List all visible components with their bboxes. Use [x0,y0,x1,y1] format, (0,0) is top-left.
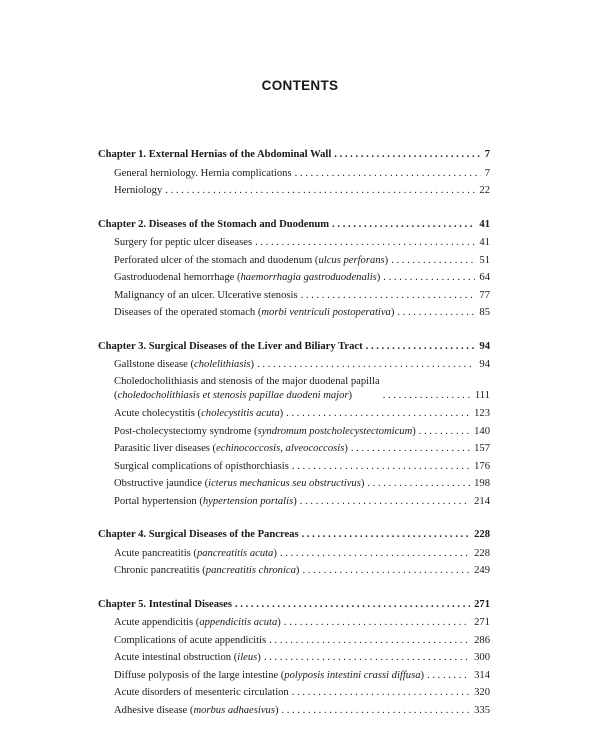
latin-term: cholelithiasis [194,359,251,370]
entry-title: Surgical complications of opisthorchiasis [114,460,289,472]
latin-term: echinococcosis, alveococcosis [216,443,345,454]
entry-title: Acute pancreatitis (pancreatitis acuta) [114,547,277,559]
entry-title: Adhesive disease (morbus adhaesivus) [114,704,279,716]
dot-leader [261,649,470,667]
toc-entry[interactable] [98,458,490,476]
page-number: 7 [484,149,490,160]
page-number: 271 [474,617,490,628]
entry-title: Complications of acute appendicitis [114,634,267,646]
latin-term: ulcus perforans [318,254,385,266]
toc-entry[interactable] [98,252,490,270]
page-number: 300 [474,652,490,663]
entry-title: General herniology. Hernia complications [114,167,292,179]
entry-title [114,375,380,403]
latin-term: hypertension portalis [202,495,294,507]
toc-entry[interactable] [98,702,490,720]
dot-leader [232,595,470,615]
page-number: 335 [474,704,490,716]
latin-term: syndromum postcholecystectomicum [257,425,413,437]
chapter-title: Chapter 1. External Hernias of the Abdominal Wall [98,149,332,160]
toc-entry[interactable] [98,405,490,423]
toc-entry[interactable] [98,356,490,374]
dot-leader [329,215,475,235]
entry-title: Malignancy of an ulcer. Ulcerative stenosis [114,289,298,301]
page-number: 314 [474,669,490,681]
page-number: 157 [474,443,490,454]
page-number: 176 [474,460,490,472]
dot-leader [254,356,475,374]
entry-title: Surgery for peptic ulcer diseases [114,237,253,248]
page-number: 320 [474,687,490,698]
latin-term: pancreatitis chronica [205,565,296,576]
toc-entry[interactable] [98,304,490,322]
toc-entry[interactable] [98,475,490,493]
chapter-block [98,525,490,580]
latin-term: cholecystitis acuta [201,408,280,419]
latin-term: haemorrhagia gastroduodenalis [240,272,377,283]
dot-leader [363,337,476,357]
latin-term: choledocholithiasis et stenosis papillae duodeni major [117,390,349,401]
chapter-block [98,595,490,720]
entry-title: Perforated ulcer of the stomach and duodenum (ulcus perforans) [114,254,389,266]
page-number: 228 [474,529,490,540]
dot-leader [252,234,475,252]
toc-entry[interactable] [98,374,490,406]
toc-entry[interactable] [98,667,490,685]
page-number: 85 [479,307,490,318]
dot-leader [297,493,470,511]
entry-title: Acute intestinal obstruction (ileus) [114,652,261,663]
entry-title: Portal hypertension (hypertension portalis) [114,495,297,507]
latin-term: pancreatitis acuta [196,547,274,559]
toc-entry[interactable] [98,234,490,252]
toc-entry[interactable] [98,545,490,563]
dot-leader [331,145,480,165]
page-number: 41 [479,237,490,248]
dot-leader [380,269,475,287]
latin-term: icterus mechanicus seu obstructivus [208,478,361,489]
page-number: 22 [479,185,490,196]
chapter-heading[interactable] [98,215,490,235]
entry-title: Gastroduodenal hemorrhage (haemorrhagia gastroduodenalis) [114,272,381,283]
page-number: 51 [479,254,490,266]
entry-title: Diseases of the operated stomach (morbi ventriculi postoperativa) [114,307,395,318]
toc-entry[interactable] [98,493,490,511]
page-number: 214 [474,495,490,507]
toc-entry[interactable] [98,649,490,667]
chapter-block [98,145,490,200]
entry-title: Obstructive jaundice (icterus mechanicus seu obstructivus) [114,478,365,489]
entry-line: (choledocholithiasis et stenosis papillae duodeni major) [114,390,353,401]
page-number: 140 [474,425,490,437]
page-number: 77 [479,289,490,301]
latin-term: morbus adhaesivus [193,704,275,716]
entry-line: Choledocholithiasis and stenosis of the major duodenal papilla [114,376,380,387]
dot-leader [266,632,470,650]
entry-title: Acute appendicitis (appendicitis acuta) [114,617,281,628]
entry-title: Acute disorders of mesenteric circulation [114,687,289,698]
toc-entry[interactable] [98,423,490,441]
toc-entry[interactable] [98,269,490,287]
page-number: 41 [479,218,490,230]
chapter-block [98,215,490,322]
entry-title: Herniology [114,185,163,196]
entry-title: Diffuse polyposis of the large intestine (polyposis intestini crassi diffusa) [114,669,425,681]
dot-leader [394,304,475,322]
dot-leader [278,702,470,720]
toc-entry[interactable] [98,614,490,632]
dot-leader [424,667,470,685]
chapter-title: Chapter 2. Diseases of the Stomach and Duodenum [98,218,330,230]
toc-entry[interactable] [98,632,490,650]
dot-leader [299,525,471,545]
dot-leader [289,458,470,476]
dot-leader [289,684,470,702]
dot-leader [388,252,475,270]
page-number: 198 [474,478,490,489]
dot-leader [277,545,470,563]
dot-leader [416,423,470,441]
entry-title: Post-cholecystectomy syndrome (syndromum postcholecystectomicum) [114,425,416,437]
toc-entry[interactable] [98,182,490,200]
latin-term: appendicitis acuta [199,617,278,628]
entry-title: Parasitic liver diseases (echinococcosis, alveococcosis) [114,443,348,454]
toc-entry[interactable] [98,562,490,580]
page-number: 228 [474,547,490,559]
page-title: CONTENTS [261,78,339,93]
entry-title: Chronic pancreatitis (pancreatitis chronica) [114,565,300,576]
dot-leader [283,405,470,423]
latin-term: ileus [237,652,258,663]
dot-leader [380,389,471,403]
dot-leader [298,287,476,305]
page-number: 111 [474,390,490,401]
toc-entry[interactable] [98,684,490,702]
table-of-contents [98,145,490,719]
chapter-heading[interactable] [98,525,490,545]
chapter-heading[interactable] [98,595,490,615]
page-number: 94 [479,359,490,370]
page-number: 7 [484,167,490,179]
chapter-title: Chapter 4. Surgical Diseases of the Pancreas [98,529,299,540]
page-number: 286 [474,634,490,646]
chapter-title: Chapter 3. Surgical Diseases of the Liver and Biliary Tract [98,340,363,352]
page-number: 64 [479,272,490,283]
dot-leader [348,440,470,458]
chapter-heading[interactable] [98,145,490,165]
entry-title: Gallstone disease (cholelithiasis) [114,359,255,370]
page-number: 94 [479,340,490,352]
page-number: 271 [474,598,490,610]
dot-leader [292,165,481,183]
page-number: 123 [474,408,490,419]
dot-leader [364,475,470,493]
latin-term: morbi ventriculi postoperativa [261,307,391,318]
entry-title: Acute cholecystitis (cholecystitis acuta) [114,408,284,419]
dot-leader [299,562,470,580]
page-number: 249 [474,565,490,576]
chapter-title: Chapter 5. Intestinal Diseases [98,598,232,610]
toc-entry[interactable] [98,165,490,183]
chapter-heading[interactable] [98,337,490,357]
toc-entry[interactable] [98,440,490,458]
dot-leader [162,182,475,200]
toc-entry[interactable] [98,287,490,305]
chapter-block [98,337,490,511]
dot-leader [281,614,470,632]
latin-term: polyposis intestini crassi diffusa [284,669,421,681]
